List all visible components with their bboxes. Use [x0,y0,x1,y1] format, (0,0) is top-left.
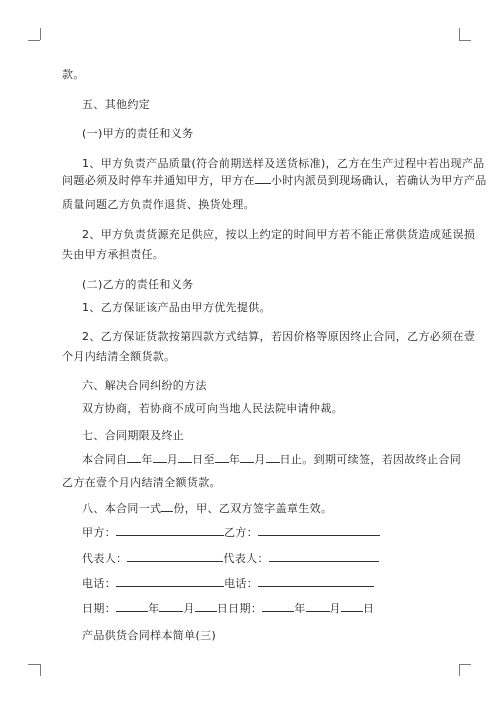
paragraph-text: 八、本合同一式 [82,502,162,515]
paragraph-text: 日止。到期可续签，若因故终止合同 [279,453,462,466]
blank-underline [240,452,254,463]
blank-underline [266,452,280,463]
subsection-heading: (二)乙方的责任和义务 [82,278,194,291]
paragraph-line: 1、乙方保证该产品由甲方优先提供。 [82,301,271,314]
paragraph-line: 1、甲方负责产品质量(符合前期送样及送货标准)，乙方在生产过程中若出现产品 [82,157,485,170]
phone-b-label: 电话： [224,577,259,590]
paragraph-text: 日至 [192,453,215,466]
signature-row-party [82,524,380,540]
subsection-heading: (一)甲方的责任和义务 [82,127,194,140]
paragraph-line: 2、乙方保证货款按第四款方式结算，若因价格等原因终止合同，乙方必须在壹 [82,330,476,343]
blank-underline [161,501,173,512]
blank-underline [153,452,167,463]
paragraph-text: 问题必须及时停车并通知甲方，甲方在 [62,174,255,187]
paragraph-line: 双方协商，若协商不成可向当地人民法院申请仲裁。 [82,402,344,415]
date-day-and-b-label: 日日期： [216,602,263,615]
paragraph-line [82,451,461,467]
date-blank [159,601,183,612]
paragraph-line: 2、甲方负责货源充足供应，按以上约定的时间甲方若不能正常供货造成延误损 [82,228,476,241]
paragraph-text: 小时内派员到现场确认，若确认为甲方产品 [270,174,487,187]
date-blank [116,601,148,612]
phone-a-label: 电话： [82,577,117,590]
date-blank [262,601,294,612]
date-a-label: 日期： [82,602,117,615]
section-heading: 五、其他约定 [82,98,151,111]
signature-row-phone [82,575,374,591]
date-month: 月 [329,602,341,615]
paragraph-text: 本合同自 [82,453,128,466]
date-year: 年 [294,602,306,615]
paragraph-line: 失由甲方承担责任。 [62,248,165,261]
date-year: 年 [148,602,160,615]
date-blank [341,601,363,612]
date-day: 日 [362,602,375,615]
section-heading: 七、合同期限及终止 [82,429,185,442]
paragraph-line: 质量问题乙方负责作退货、换货处理。 [62,198,255,211]
paragraph-line: 个月内结清全额货款。 [62,350,176,363]
party-b-underline [258,525,380,536]
date-month: 月 [183,602,195,615]
party-a-underline [116,525,224,536]
paragraph-line [62,172,487,188]
paragraph-line: 款。 [62,68,85,81]
representative-a-underline [127,551,223,562]
paragraph-text: 份，甲、乙双方签字盖章生效。 [173,502,333,515]
phone-a-underline [116,576,224,587]
blank-underline [215,452,229,463]
paragraph-text: 月 [254,453,266,466]
next-document-title: 产品供货合同样本简单(三) [82,629,217,642]
signature-row-representative [82,550,379,566]
blank-underline [178,452,192,463]
paragraph-text: 月 [166,453,179,466]
paragraph-text: 年 [228,453,241,466]
paragraph-line [82,500,332,516]
paragraph-line: 乙方在壹个月内结清全额货款。 [62,476,221,489]
party-a-label: 甲方： [82,526,117,539]
blank-underline [255,173,271,184]
party-b-label: 乙方： [224,526,259,539]
signature-row-date [82,600,374,616]
phone-b-underline [258,576,374,587]
representative-b-underline [269,551,379,562]
date-blank [195,601,217,612]
blank-underline [127,452,141,463]
paragraph-text: 年 [141,453,153,466]
representative-b-label: 代表人： [223,552,269,565]
date-blank [306,601,330,612]
section-heading: 六、解决合同纠纷的方法 [82,379,207,392]
representative-a-label: 代表人： [82,552,128,565]
